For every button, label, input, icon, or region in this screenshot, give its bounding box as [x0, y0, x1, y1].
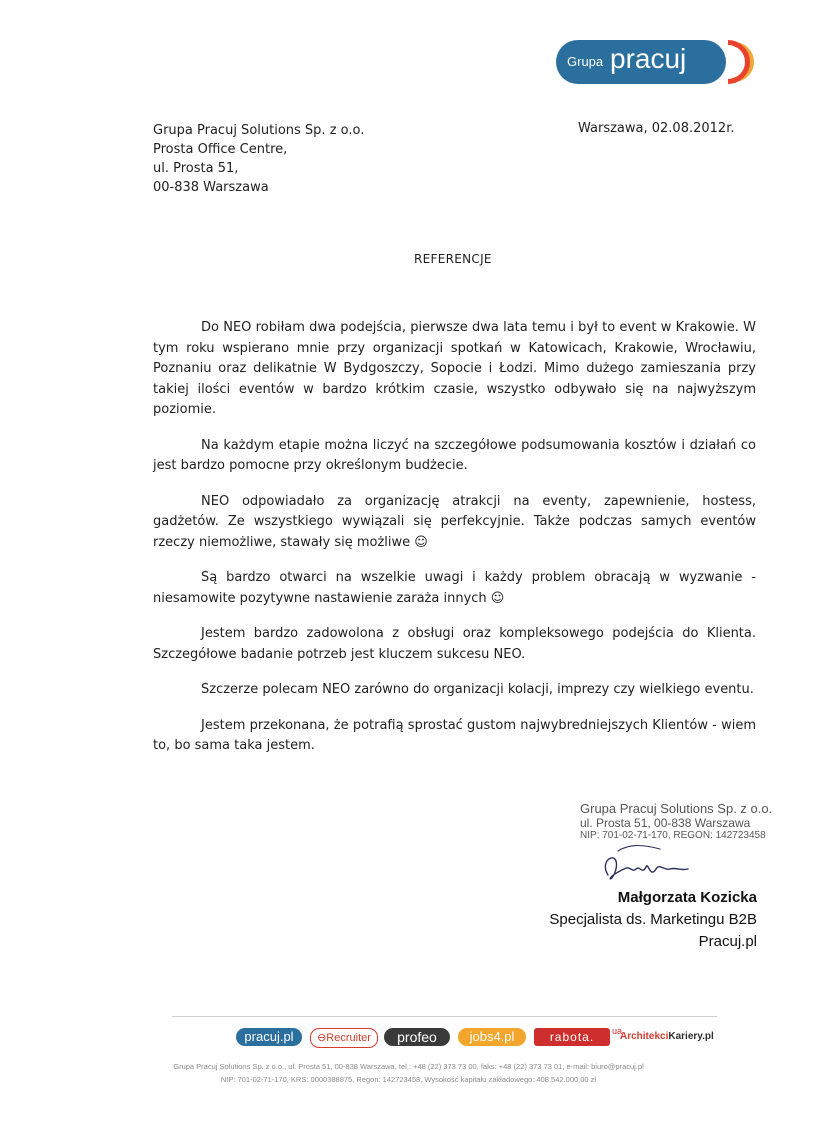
brand-pracuj: pracuj.pl	[236, 1028, 302, 1046]
company-stamp	[580, 801, 772, 841]
brand-jobs4: jobs4.pl	[458, 1028, 526, 1046]
recipient-line: ul. Prosta 51,	[153, 161, 239, 176]
signatory-role: Specjalista ds. Marketingu B2B	[549, 911, 757, 928]
footer-divider	[172, 1016, 717, 1017]
footer-line: NIP: 701-02-71-170, KRS: 0000388875, Regon: 142723458, Wysokość kapitału zakładowego: 408.542.000,00 zł	[220, 1075, 597, 1084]
company-logo	[556, 40, 754, 84]
paragraph: Szczerze polecam NEO zarówno do organizacji kolacji, imprezy czy wielkiego eventu.	[201, 682, 754, 697]
recipient-line: 00-838 Warszawa	[153, 180, 269, 195]
paragraph: Są bardzo otwarci na wszelkie uwagi i każdy problem obracają w wyzwanie - niesamowite pozytywne nastawienie zaraża innych ☺	[153, 570, 756, 606]
paragraph: Jestem bardzo zadowolona z obsługi oraz kompleksowego podejścia do Klienta. Szczegółowe badanie potrzeb jest kluczem sukcesu NEO.	[153, 626, 756, 662]
letter-body	[153, 318, 756, 772]
brand-architekci-kariery	[620, 1028, 714, 1046]
signatory-name: Małgorzata Kozicka	[617, 889, 757, 906]
stamp-line: NIP: 701-02-71-170, REGON: 142723458	[580, 830, 766, 841]
recipient-line: Grupa Pracuj Solutions Sp. z o.o.	[153, 123, 365, 138]
brand-rabota-suffix: ua	[612, 1026, 623, 1036]
stamp-line: ul. Prosta 51, 00-838 Warszawa	[580, 816, 751, 830]
logo-prefix: Grupa	[567, 54, 604, 69]
brand-architekci: Architekci	[620, 1031, 669, 1042]
brand-logos	[236, 1028, 746, 1048]
paragraph: Jestem przekonana, że potrafią sprostać gustom najwybredniejszych Klientów - wiem to, bo sama taka jestem.	[153, 717, 756, 753]
brand-kariery: Kariery.pl	[668, 1031, 714, 1042]
handwritten-signature	[590, 839, 700, 889]
paragraph: Na każdym etapie można liczyć na szczegółowe podsumowania kosztów i działań co jest bardzo pomocne przy określonym budżecie.	[153, 437, 756, 473]
letter-title: REFERENCJE	[414, 252, 492, 266]
letter-date: Warszawa, 02.08.2012r.	[578, 121, 735, 136]
paragraph: Do NEO robiłam dwa podejścia, pierwsze dwa lata temu i był to event w Krakowie. W tym roku wspierano mnie przy organizacji spotkań w Katowicach, Krakowie, Wrocławiu, Poznaniu oraz delikatnie W Bydgoszczy, Sopocie i Łodzi. Mimo dużego zamieszania przy takiej ilości eventów w bardzo krótkim czasie, wszystko odbywało się na najwyższym poziomie.	[153, 320, 756, 417]
paragraph: NEO odpowiadało za organizację atrakcji na eventy, zapewnienie, hostess, gadżetów. Ze wszystkiego wywiązali się perfekcyjnie. Także podczas samych eventów rzeczy niemożliwe, stawały się możliwe ☺	[153, 493, 756, 550]
brand-profeo: profeo	[384, 1028, 450, 1046]
signatory-company: Pracuj.pl	[698, 933, 757, 950]
logo-word: pracuj	[610, 43, 687, 74]
footer-line: Grupa Pracuj Solutions Sp. z o.o., ul. Prosta 51, 00-838 Warszawa, tel.: +48 (22) 373 73 00, faks: +48 (22) 373 73 01, e-mail: biuro@pracuj.pl	[173, 1062, 644, 1071]
recipient-line: Prosta Office Centre,	[153, 142, 288, 157]
signatory	[549, 887, 757, 953]
brand-rabota: rabota.	[534, 1028, 610, 1046]
brand-recruiter: ⊖Recruiter	[310, 1028, 378, 1048]
recipient-address	[153, 121, 364, 197]
stamp-line: Grupa Pracuj Solutions Sp. z o.o.	[580, 801, 773, 816]
